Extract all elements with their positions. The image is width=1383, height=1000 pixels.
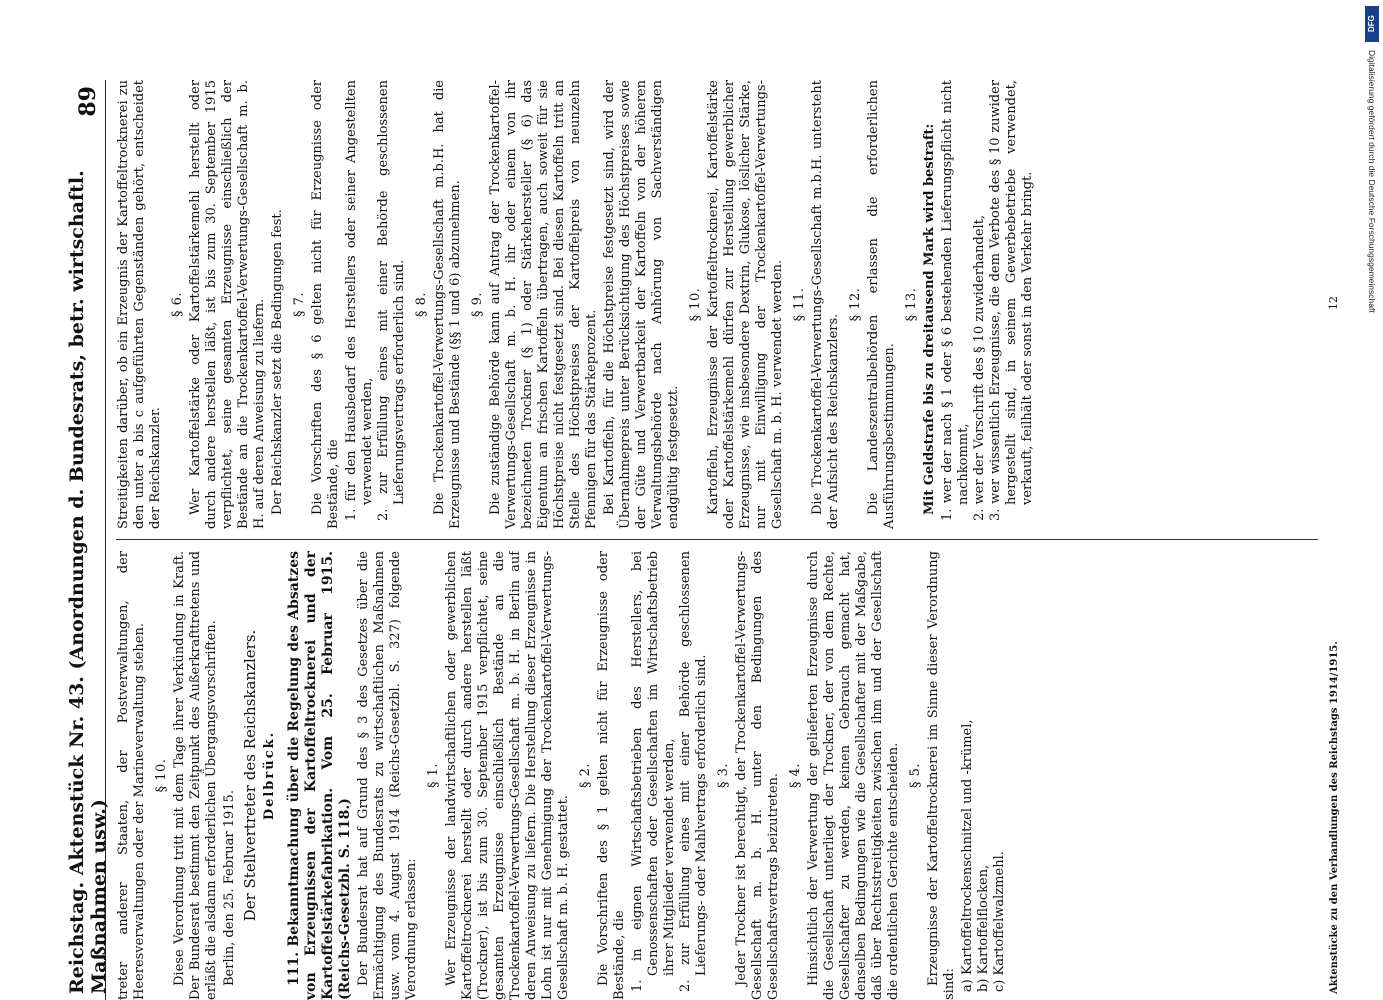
list-item: b) Kartoffelflocken, <box>976 864 991 992</box>
announcement-heading: 111. Bekanntmachung über die Regelung des Absatzes von Erzeugnissen der Kartoffeltrocknerei und der Kartoffelstärkefabrikation. Vom 25. Februar 1915. (Reichs-Gesetzbl. S. 118.) <box>286 551 353 1000</box>
left-column <box>116 551 1318 1000</box>
section-heading: § 5. <box>908 762 923 789</box>
paragraph: Erzeugnisse der Kartoffeltrocknerei im Sinne dieser Verordnung sind: <box>926 551 957 1000</box>
list-item: 1. wer der nach § 1 oder § 6 bestehenden Lieferungspflicht nicht nachkommt, <box>940 80 971 521</box>
running-head-title: Reichstag. Aktenstück Nr. 43. (Anordnungen d. Bundesrats, betr. wirtschaftl. Maßnahmen usw.) <box>65 170 110 994</box>
paragraph: Wer Erzeugnisse der landwirtschaftlichen oder gewerblichen Kartoffeltrocknerei herstellt oder durch andere herstellen läßt (Trockner), ist bis zum 30. September 1915 verpflichtet, seine gesamten Erzeugnisse einschließlich Bestände an die Trockenkartoffel-Verwertungs-Gesellschaft m. b. H. in Berlin auf deren Anweisung zu liefern. Die Herstellung dieser Erzeugnisse in Lohn ist nur mit Genehmigung der Trockenkartoffel-Verwertungs-Gesellschaft m. b. H. gestattet. <box>444 551 571 1000</box>
section-heading: § 6. <box>170 291 185 318</box>
list <box>630 551 710 1000</box>
document-page <box>65 80 1340 1000</box>
paragraph: treter anderer Staaten, der Postverwaltungen, der Heeresverwaltungen oder der Marineverwaltung stehen. <box>116 551 147 1000</box>
section-heading: § 9. <box>470 291 485 318</box>
section-heading: § 8. <box>414 291 429 318</box>
section-heading: § 2. <box>578 762 593 789</box>
list-item: 1. für den Hausbedarf des Herstellers oder seiner Angestellten verwendet werden, <box>344 80 375 521</box>
list-item: 2. wer der Vorschrift des § 10 zuwiderhandelt, <box>972 214 987 521</box>
footer-note: Aktenstücke zu den Verhandlungen des Reichstags 1914/1915. <box>1329 641 1340 994</box>
paragraph: Die Landeszentralbehörden erlassen die erforderlichen Ausführungsbestimmungen. <box>866 80 897 529</box>
section-heading: § 13. <box>904 287 919 322</box>
section-heading: § 7. <box>292 291 307 318</box>
paragraph: Mit Geldstrafe bis zu dreitausend Mark wird bestraft: <box>922 123 937 515</box>
section-heading: § 11. <box>792 287 807 322</box>
list <box>344 80 408 529</box>
section-heading: § 10. <box>688 287 703 322</box>
section-heading: § 10. <box>154 758 169 793</box>
paragraph: Die Vorschriften des § 1 gelten nicht für Erzeugnisse oder Bestände, die <box>596 551 627 1000</box>
right-column <box>116 80 1318 529</box>
dfg-strip <box>1360 0 1383 1000</box>
running-head <box>65 80 110 1000</box>
signer-title: Der Stellvertreter des Reichskanzlers. <box>241 629 259 922</box>
list-item: 1. in eignen Wirtschaftsbetrieben des Herstellers, bei Genossenschaften oder Gesellschaften im Wirtschaftsbetrieb ihrer Mitglieder verwendet werden, <box>630 551 677 992</box>
list-item: a) Kartoffeltrockenschnitzel und -krümel, <box>960 719 975 992</box>
page-number: 89 <box>74 86 101 117</box>
paragraph: Bei Kartoffeln, für die Höchstpreise festgesetzt sind, wird der Übernahmepreis unter Berücksichtigung des Höchstpreises sowie der Güte und Verwertbarkeit der Kartoffeln von der höheren Verwaltungsbehörde nach Anhörung von Sachverständigen endgültig festgesetzt. <box>602 80 681 529</box>
list <box>940 80 1036 529</box>
paragraph: Jeder Trockner ist berechtigt, der Trockenkartoffel-Verwertungs-Gesellschaft m. b. H. unter den Bedingungen des Gesellschaftsvertrags beizutreten. <box>734 551 781 1000</box>
paragraph: Die zuständige Behörde kann auf Antrag der Trockenkartoffel-Verwertungs-Gesellschaft m. b. H. ihr oder einem von ihr bezeichneten Trockner (§ 1) oder Stärkehersteller (§ 6) das Eigentum an frischen Kartoffeln übertragen, auch soweit für sie Höchstpreise nicht festgesetzt sind. Bei diesen Kartoffeln tritt an Stelle des Höchstpreises der Kartoffelpreis von neunzehn Pfennigen für das Stärkeprozent. <box>488 80 599 529</box>
paragraph: Der Reichskanzler setzt die Bedingungen fest. <box>270 209 285 515</box>
sheet-number: 12 <box>1327 296 1340 310</box>
list-item: 3. wer wissentlich Erzeugnisse, die dem Verbote des § 10 zuwider hergestellt sind, in seinem Gewerbebetriebe verwendet, verkauft, feilhält oder sonst in den Verkehr bringt. <box>988 80 1035 521</box>
list-item: 2. zur Erfüllung eines mit einer Behörde geschlossenen Lieferungs- oder Mahlvertrags erforderlich sind. <box>678 551 709 992</box>
paragraph: Diese Verordnung tritt mit dem Tage ihrer Verkündung in Kraft. Der Bundesrat bestimmt den Zeitpunkt des Außerkrafttretens und erläßt die alsdann erforderlichen Übergangsvorschriften. <box>172 551 219 1000</box>
paragraph: Der Bundesrat hat auf Grund des § 3 des Gesetzes über die Ermächtigung des Bundesrats zu wirtschaftlichen Maßnahmen usw. vom 4. August 1914 (Reichs-Gesetzbl. S. 327) folgende Verordnung erlassen: <box>356 551 419 1000</box>
dfg-credit: Digitalisierung gefördert durch die Deutsche Forschungsgemeinschaft <box>1367 50 1377 313</box>
columns <box>116 80 1318 1000</box>
section-heading: § 4. <box>788 762 803 789</box>
paragraph: Kartoffeln, Erzeugnisse der Kartoffeltrocknerei, Kartoffelstärke oder Kartoffelstärkemehl dürfen zur Herstellung gewerblicher Erzeugnisse, wie insbesondere Dextrin, Glukose, löslicher Stärke, nur mit Einwilligung der Trockenkartoffel-Verwertungs-Gesellschaft m. b. H. verwendet werden. <box>706 80 785 529</box>
section-heading: § 12. <box>848 287 863 322</box>
paragraph: Die Vorschriften des § 6 gelten nicht für Erzeugnisse oder Bestände, die <box>310 80 341 529</box>
paragraph: Wer Kartoffelstärke oder Kartoffelstärkemehl herstellt oder durch andere herstellen läßt, ist bis zum 30. September 1915 verpflichtet, seine gesamten Erzeugnisse einschließlich der Bestände an die Trockenkartoffel-Verwertungs-Gesellschaft m. b. H. auf deren Anweisung zu liefern. <box>188 80 267 529</box>
paragraph: Hinsichtlich der Verwertung der gelieferten Erzeugnisse durch die Gesellschaft unterliegt der Trockner, der von dem Rechte, Gesellschafter zu werden, keinen Gebrauch gemacht hat, denselben Bedingungen wie die Gesellschafter mit der Maßgabe, daß über Rechtsstreitigkeiten zwischen ihm und der Gesellschaft die ordentlichen Gerichte entscheiden. <box>806 551 901 1000</box>
dfg-logo: DFG <box>1365 6 1379 42</box>
paragraph: Streitigkeiten darüber, ob ein Erzeugnis der Kartoffeltrocknerei zu den unter a bis c aufgeführten Gegenständen gehört, entscheidet der Reichskanzler. <box>116 80 163 529</box>
list-item: c) Kartoffelwalzmehl. <box>992 851 1007 992</box>
list <box>960 551 1008 1000</box>
place-date: Berlin, den 25. Februar 1915. <box>222 790 237 986</box>
section-heading: § 3. <box>716 762 731 789</box>
paragraph: Die Trockenkartoffel-Verwertungs-Gesellschaft m.b.H. untersteht der Aufsicht des Reichskanzlers. <box>810 80 841 529</box>
section-heading: § 1. <box>426 762 441 789</box>
list-item: 2. zur Erfüllung eines mit einer Behörde geschlossenen Lieferungsvertrags erforderlich sind. <box>376 80 407 521</box>
signer-name: Delbrück. <box>262 730 277 821</box>
paragraph: Die Trockenkartoffel-Verwertungs-Gesellschaft m.b.H. hat die Erzeugnisse und Bestände (§§ 1 und 6) abzunehmen. <box>432 80 463 529</box>
